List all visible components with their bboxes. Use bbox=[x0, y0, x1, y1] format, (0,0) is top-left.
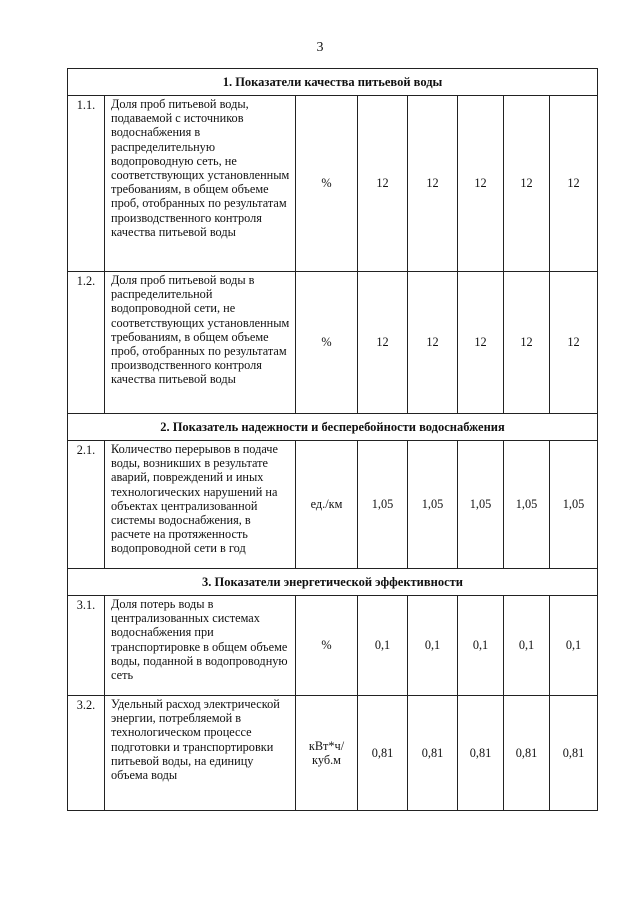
value-cell: 12 bbox=[358, 96, 408, 272]
indicator-description: Удельный расход электрической энергии, потребляемой в технологическом процессе подготовки и транспортировки питьевой воды, на единицу объема воды bbox=[105, 696, 296, 811]
section-title: 3. Показатели энергетической эффективности bbox=[68, 569, 598, 596]
value-cell: 0,81 bbox=[458, 696, 504, 811]
value-cell: 1,05 bbox=[408, 441, 458, 569]
indicators-table bbox=[67, 68, 598, 811]
value-cell: 12 bbox=[504, 96, 550, 272]
table-row bbox=[68, 696, 598, 811]
row-number: 1.2. bbox=[68, 272, 105, 414]
value-cell: 0,1 bbox=[504, 596, 550, 696]
indicator-description: Доля потерь воды в централизованных системах водоснабжения при транспортировке в общем объеме воды, поданной в водопроводную сеть bbox=[105, 596, 296, 696]
indicator-description: Доля проб питьевой воды в распределительной водопроводной сети, не соответствующих установленным требованиям, в общем объеме проб, отобранных по результатам производственного контроля качества питьевой воды bbox=[105, 272, 296, 414]
row-number: 3.1. bbox=[68, 596, 105, 696]
value-cell: 0,1 bbox=[408, 596, 458, 696]
value-cell: 0,1 bbox=[550, 596, 598, 696]
value-cell: 1,05 bbox=[458, 441, 504, 569]
value-cell: 0,81 bbox=[408, 696, 458, 811]
table-row bbox=[68, 596, 598, 696]
section-header-row bbox=[68, 69, 598, 96]
section-title: 2. Показатель надежности и бесперебойности водоснабжения bbox=[68, 414, 598, 441]
table-row bbox=[68, 96, 598, 272]
value-cell: 1,05 bbox=[504, 441, 550, 569]
value-cell: 0,81 bbox=[504, 696, 550, 811]
value-cell: 12 bbox=[358, 272, 408, 414]
value-cell: 12 bbox=[408, 272, 458, 414]
row-number: 2.1. bbox=[68, 441, 105, 569]
indicator-description: Количество перерывов в подаче воды, возникших в результате аварий, повреждений и иных технологических нарушений на объектах централизованной системы водоснабжения, в расчете на протяженность водопроводной сети в год bbox=[105, 441, 296, 569]
value-cell: 1,05 bbox=[358, 441, 408, 569]
value-cell: 0,1 bbox=[458, 596, 504, 696]
value-cell: 0,1 bbox=[358, 596, 408, 696]
section-header-row bbox=[68, 569, 598, 596]
section-title: 1. Показатели качества питьевой воды bbox=[68, 69, 598, 96]
value-cell: 0,81 bbox=[358, 696, 408, 811]
value-cell: 1,05 bbox=[550, 441, 598, 569]
value-cell: 12 bbox=[458, 96, 504, 272]
value-cell: 0,81 bbox=[550, 696, 598, 811]
unit-cell: кВт*ч/ куб.м bbox=[296, 696, 358, 811]
unit-cell: % bbox=[296, 272, 358, 414]
unit-cell: ед./км bbox=[296, 441, 358, 569]
value-cell: 12 bbox=[550, 272, 598, 414]
unit-cell: % bbox=[296, 596, 358, 696]
value-cell: 12 bbox=[408, 96, 458, 272]
value-cell: 12 bbox=[550, 96, 598, 272]
indicator-description: Доля проб питьевой воды, подаваемой с источников водоснабжения в распределительную водопроводную сеть, не соответствующих установленным требованиям, в общем объеме проб, отобранных по результатам производственного контроля качества питьевой воды bbox=[105, 96, 296, 272]
row-number: 1.1. bbox=[68, 96, 105, 272]
section-header-row bbox=[68, 414, 598, 441]
table-row bbox=[68, 272, 598, 414]
value-cell: 12 bbox=[504, 272, 550, 414]
row-number: 3.2. bbox=[68, 696, 105, 811]
page-number: 3 bbox=[316, 40, 324, 55]
table-row bbox=[68, 441, 598, 569]
value-cell: 12 bbox=[458, 272, 504, 414]
unit-cell: % bbox=[296, 96, 358, 272]
